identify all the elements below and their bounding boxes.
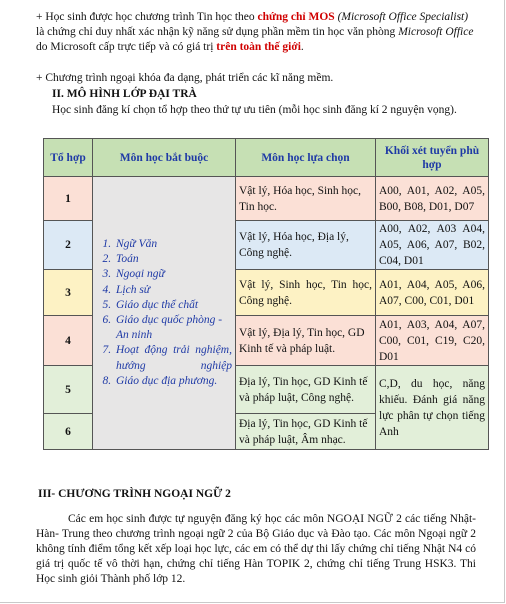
header-elective: Môn học lựa chọn <box>236 139 376 177</box>
row-number: 5 <box>44 366 93 414</box>
elective-cell: Địa lý, Tin học, GD Kinh tế và pháp luật, Công nghệ. <box>236 366 376 414</box>
section-3-text: Các em học sinh được tự nguyện đăng ký học các môn NGOẠI NGỮ 2 các tiếng Nhật- Hàn- Trung theo chương trình ngoại ngữ 2 của Bộ Giáo dục và Đào tạo. Các môn Ngoại ngữ 2 không tính điểm tổng kết xếp loại học lực, các em có thể dự thi lấy chứng chỉ tiếng Nhật N4 có giá trị quốc tế vô thời hạn, chứng chỉ tiếng Hàn TOPIK 2, chứng chỉ tiếng Trung HSK3. Thi Học sinh giỏi Thành phố lớp 12. <box>36 513 476 585</box>
elective-cell: Vật lý, Hóa học, Địa lý, Công nghệ. <box>236 221 376 270</box>
section-2-heading: II. MÔ HÌNH LỚP ĐẠI TRÀ <box>52 88 197 100</box>
mos-paragraph <box>36 10 496 55</box>
mos-office-name: Microsoft Office <box>398 26 474 38</box>
blocks-cell: A01, A03, A04, A07, C00, C01, C19, C20, D01 <box>376 316 489 366</box>
mos-highlight: chứng chỉ MOS <box>257 11 335 23</box>
header-admission-blocks: Khối xét tuyển phù hợp <box>376 139 489 177</box>
mos-line2-text: là chứng chỉ duy nhất xác nhận kỹ năng sử dụng phần mềm tin học văn phòng <box>36 26 399 38</box>
mos-line-2 <box>36 25 496 40</box>
mos-line3-text: do Microsoft cấp trực tiếp và có giá trị <box>36 41 217 53</box>
list-item: 4. Lịch sử <box>114 283 232 298</box>
list-item: 6. Giáo dục quốc phòng - An ninh <box>114 313 232 343</box>
elective-cell: Vật lý, Sinh học, Tin học, Công nghệ. <box>236 270 376 316</box>
section-3-heading: III- CHƯƠNG TRÌNH NGOẠI NGỮ 2 <box>38 488 231 500</box>
section-2-description: Học sinh đăng kí chọn tổ hợp theo thứ tự ưu tiên (mỗi học sinh đăng kí 2 nguyện vọng). <box>52 104 457 116</box>
blocks-cell: A01, A04, A05, A06, A07, C00, C01, D01 <box>376 270 489 316</box>
blocks-cell: A00, A02, A03 A04, A05, A06, A07, B02, C04, D01 <box>376 221 489 270</box>
mos-line-1 <box>36 10 496 25</box>
list-item: 8. Giáo dục địa phương. <box>114 374 232 389</box>
list-item: 2. Toán <box>114 252 232 267</box>
list-item: 3. Ngoại ngữ <box>114 267 232 282</box>
list-item: 5. Giáo dục thể chất <box>114 298 232 313</box>
row-number: 1 <box>44 177 93 221</box>
list-item <box>114 343 232 373</box>
blocks-cell: A00, A01, A02, A05, B00, B08, D01, D07 <box>376 177 489 221</box>
row-number: 6 <box>44 414 93 450</box>
mos-worldwide-highlight: trên toàn thế giới <box>216 41 301 53</box>
combination-table <box>43 138 489 450</box>
mandatory-subjects-cell <box>93 177 236 450</box>
header-mandatory: Môn học bắt buộc <box>93 139 236 177</box>
elective-cell: Địa lý, Tin học, GD Kinh tế và pháp luật, Âm nhạc. <box>236 414 376 450</box>
row-number: 3 <box>44 270 93 316</box>
blocks-cell: C,D, du học, năng khiếu. Đánh giá năng lực phân tự chọn tiếng Anh <box>376 366 489 450</box>
mos-line3-end: . <box>300 41 304 53</box>
mos-text: + Học sinh được học chương trình Tin học theo <box>36 11 258 23</box>
row-number: 2 <box>44 221 93 270</box>
section-3-body <box>36 512 476 587</box>
table-header-row <box>44 139 489 177</box>
table-row <box>44 177 489 221</box>
mandatory-subject-list <box>96 237 232 389</box>
mos-parenthetical: (Microsoft Office Specialist) <box>334 11 469 23</box>
list-item: 1. Ngữ Văn <box>114 237 232 252</box>
extracurricular-line: + Chương trình ngoại khóa đa dạng, phát triển các kĩ năng mềm. <box>36 72 334 84</box>
elective-cell: Vật lý, Hóa học, Sinh học, Tin học. <box>236 177 376 221</box>
row-number: 4 <box>44 316 93 366</box>
header-combination: Tổ hợp <box>44 139 93 177</box>
list-item-text: 7. Hoạt động trải nghiệm, hướng nghiệp <box>116 344 232 372</box>
elective-cell: Vật lý, Địa lý, Tin học, GD Kinh tế và pháp luật. <box>236 316 376 366</box>
mos-line-3 <box>36 40 496 55</box>
